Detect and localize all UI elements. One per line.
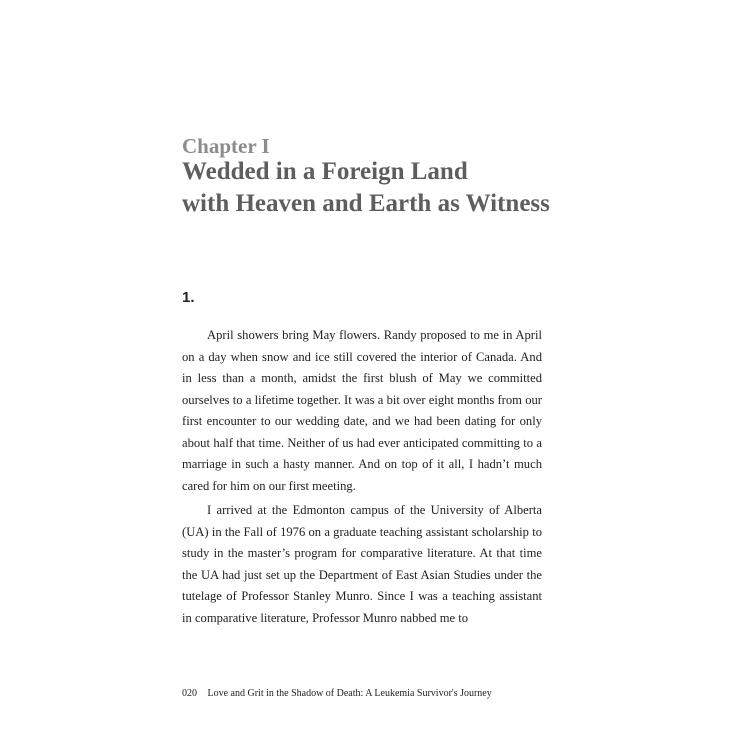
paragraph-2: I arrived at the Edmonton campus of the University of Alberta (UA) in the Fall of 1976 on a graduate teaching assistant scholarship to study in the master’s program for comparative literature. At that time the UA had just set up the Department of East Asian Studies under the tutelage of Professor Stanley Munro. Since I was a teaching assistant in comparative literature, Professor Munro nabbed me to xyxy=(182,503,542,625)
page-number: 020 xyxy=(182,688,197,699)
running-title: Love and Grit in the Shadow of Death: A Leukemia Survivor's Journey xyxy=(207,688,492,699)
paragraph-1: April showers bring May flowers. Randy proposed to me in April on a day when snow and ice still covered the interior of Canada. And in less than a month, amidst the first blush of May we committed ourselves to a lifetime together. It was a bit over eight months from our first encounter to our wedding date, and we had been dating for only about half that time. Neither of us had ever anticipated committing to a marriage in such a hasty manner. And on top of it all, I hadn’t much cared for him on our first meeting. xyxy=(182,328,542,493)
chapter-label: Chapter I xyxy=(182,134,270,158)
chapter-title xyxy=(182,156,550,220)
page-footer xyxy=(182,687,492,701)
chapter-title-line-1: Wedded in a Foreign Land xyxy=(182,158,468,185)
chapter-title-line-2: with Heaven and Earth as Witness xyxy=(182,190,550,217)
body-text xyxy=(182,325,542,632)
section-number: 1. xyxy=(182,289,195,306)
